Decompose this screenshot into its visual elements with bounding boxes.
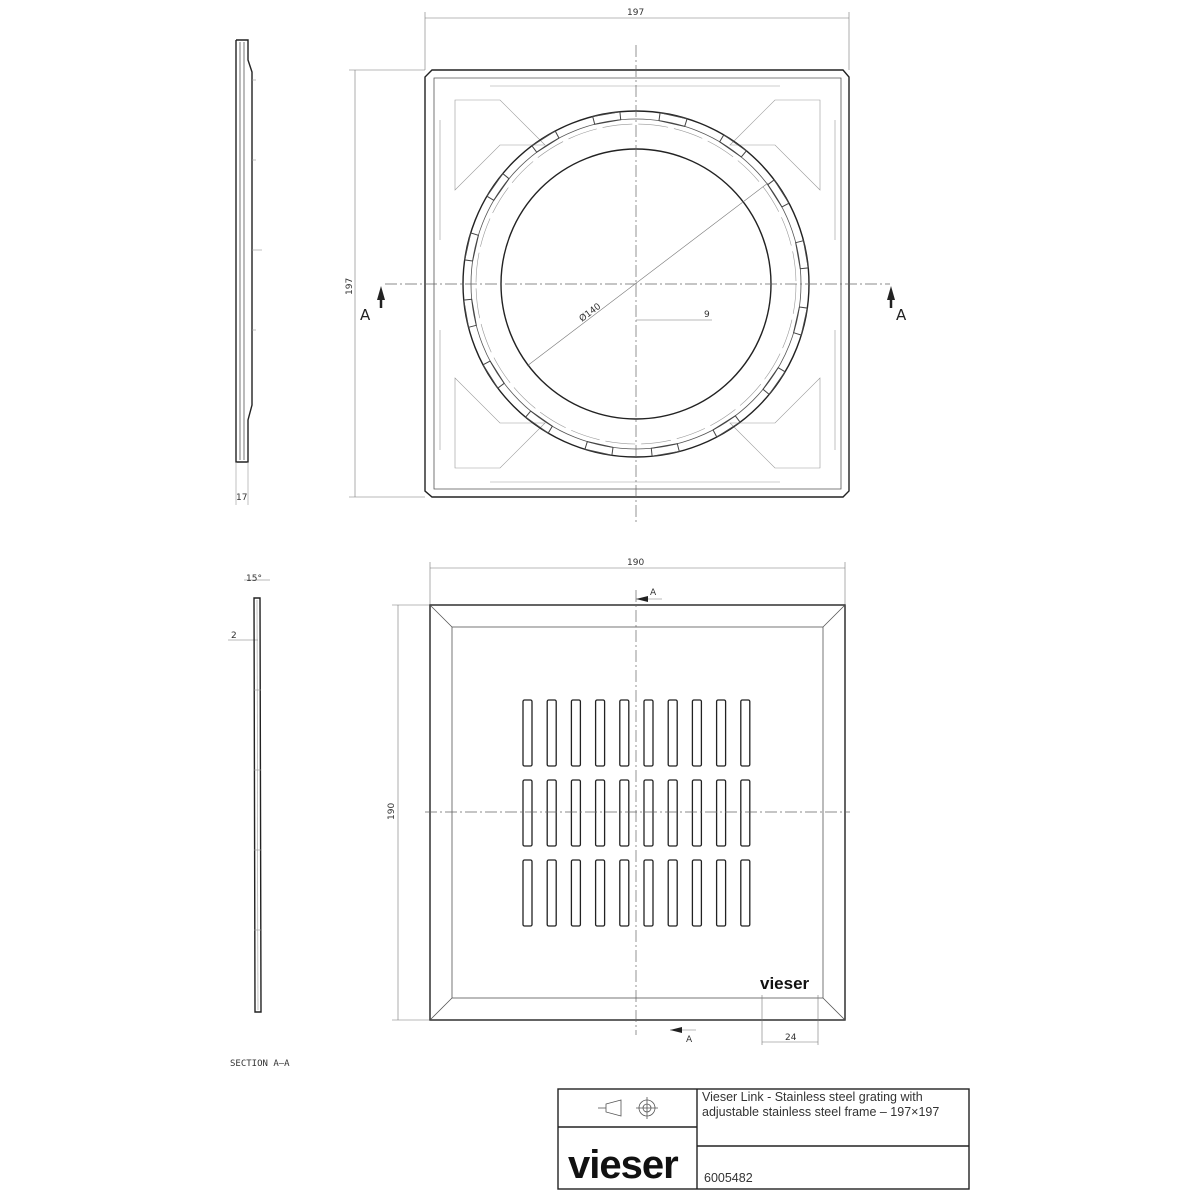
drain-slot xyxy=(547,780,556,846)
drain-slot xyxy=(692,780,701,846)
ring-tab xyxy=(483,361,504,388)
first-angle-projection-icon xyxy=(598,1097,658,1119)
section-marker-left: A xyxy=(360,306,371,324)
section-marker-right: A xyxy=(896,306,907,324)
ring-tab xyxy=(593,112,621,125)
frame-width-label: 197 xyxy=(627,8,645,18)
drain-slots xyxy=(523,700,750,926)
drain-slot xyxy=(644,700,653,766)
section-arrow-right-icon xyxy=(887,286,895,300)
drain-slot xyxy=(547,700,556,766)
section-arrow-bottom-icon xyxy=(670,1027,682,1033)
ring-tab xyxy=(796,241,809,269)
ring-tab xyxy=(532,131,559,152)
drain-slot xyxy=(668,860,677,926)
drain-slot xyxy=(644,780,653,846)
grating-logo: vieser xyxy=(760,974,810,993)
grating-width-label: 190 xyxy=(627,558,645,568)
grating-section-view xyxy=(228,574,290,1069)
section-marker-bottom: A xyxy=(686,1035,693,1045)
frame-height-label: 197 xyxy=(345,277,355,295)
thickness-label: 2 xyxy=(231,631,237,641)
drain-slot xyxy=(741,780,750,846)
section-marker-top: A xyxy=(650,588,657,598)
title-description-line2: adjustable stainless steel frame – 197×197 xyxy=(702,1105,940,1119)
angle-label: 15° xyxy=(246,574,262,584)
frame-side-profile xyxy=(236,40,262,505)
drain-slot xyxy=(668,700,677,766)
radius-label: 9 xyxy=(704,310,710,320)
drain-slot xyxy=(741,860,750,926)
drain-slot xyxy=(523,860,532,926)
drain-slot xyxy=(692,700,701,766)
drain-slot xyxy=(571,780,580,846)
ring-tab xyxy=(713,416,740,437)
logo-offset-label: 24 xyxy=(785,1033,797,1043)
grating-height-label: 190 xyxy=(387,802,397,820)
drain-slot xyxy=(717,700,726,766)
drain-slot xyxy=(596,780,605,846)
drain-slot xyxy=(717,780,726,846)
section-arrow-left-icon xyxy=(377,286,385,300)
drain-slot xyxy=(620,780,629,846)
section-caption: SECTION A–A xyxy=(230,1059,290,1069)
drain-slot xyxy=(668,780,677,846)
drain-slot xyxy=(571,860,580,926)
part-number: 6005482 xyxy=(704,1171,753,1185)
drain-slot xyxy=(523,780,532,846)
drain-slot xyxy=(692,860,701,926)
ring-tab xyxy=(464,299,477,327)
drain-slot xyxy=(620,700,629,766)
drain-slot xyxy=(571,700,580,766)
drain-slot xyxy=(547,860,556,926)
title-block xyxy=(558,1089,969,1189)
drain-slot xyxy=(644,860,653,926)
drain-slot xyxy=(717,860,726,926)
ring-tab xyxy=(763,368,785,395)
title-block-logo: vieser xyxy=(568,1143,678,1187)
ring-tab xyxy=(720,135,747,157)
section-arrow-top-icon xyxy=(636,596,648,602)
ring-tab xyxy=(651,444,679,457)
drain-slot xyxy=(596,860,605,926)
drain-slot xyxy=(741,700,750,766)
title-description-line1: Vieser Link - Stainless steel grating with xyxy=(702,1090,923,1104)
ring-tab xyxy=(487,174,509,201)
drain-slot xyxy=(523,700,532,766)
drain-slot xyxy=(596,700,605,766)
drain-slot xyxy=(620,860,629,926)
frame-top-view xyxy=(345,8,907,525)
ring-tab xyxy=(526,411,553,433)
diameter-label: Ø140 xyxy=(577,301,604,325)
grating-top-view xyxy=(387,558,850,1045)
ring-tab xyxy=(768,180,789,207)
profile-height-label: 17 xyxy=(236,493,248,503)
